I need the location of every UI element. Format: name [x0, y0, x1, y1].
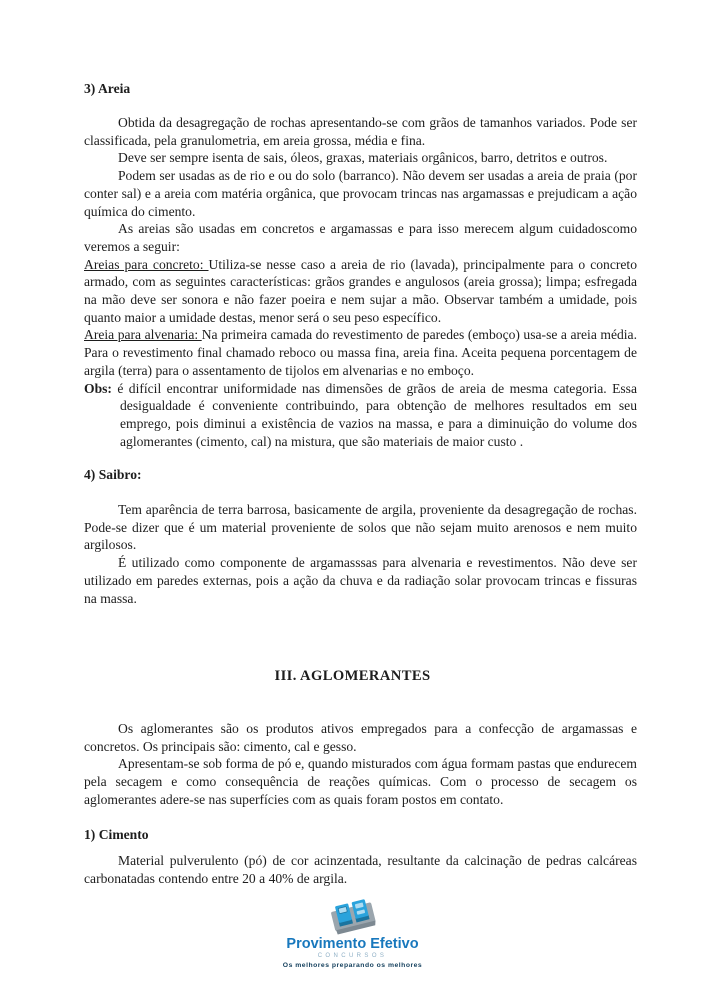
logo-subtitle: CONCURSOS	[317, 953, 388, 959]
paragraph-areia-1: Obtida da desagregação de rochas apresentando-se com grãos de tamanhos variados. Pode ser classificada, pela granulometria, em areia grossa, média e fina.	[84, 115, 637, 148]
paragraph-saibro-1: Tem aparência de terra barrosa, basicamente de argila, proveniente da desagregação de rochas. Pode-se dizer que é um material proveniente de solos que não sejam muito arenosos e nem muito argilosos.	[84, 502, 637, 553]
areia-section-body	[84, 114, 637, 450]
footer-logo	[0, 894, 705, 969]
paragraph-aglomerantes-2: Apresentam-se sob forma de pó e, quando misturados com água formam pastas que endurecem pela secagem e como consequência de reações químicas. Com o processo de secagem os aglomerantes adere-se nas superfícies com as quais foram postos em contato.	[84, 756, 637, 807]
section-heading-saibro: 4) Saibro:	[84, 467, 142, 482]
paragraph-text: é difícil encontrar uniformidade nas dimensões de grãos de areia de mesma categoria. Essa desigualdade é conveniente contribuindo, para obtenção de melhores resultados em seu emprego, pois diminui a existência de vazios na massa, e para a diminuição do volume dos aglomerantes (cimento, cal) na mistura, que são materiais de maior custo .	[117, 380, 637, 449]
aglomerantes-section-body	[84, 720, 637, 809]
logo-tagline: Os melhores preparando os melhores	[282, 962, 423, 969]
section-heading-areia: 3) Areia	[84, 81, 131, 96]
chapter-heading-aglomerantes: III. AGLOMERANTES	[274, 668, 431, 684]
paragraph-text: Na primeira camada do revestimento de paredes (emboço) usa-se a areia média. Para o revestimento final chamado reboco ou massa fina, areia fina. Aceita pequena porcentagem de argila (terra) para o assentamento de tijolos em alvenarias e no emboço.	[84, 327, 637, 378]
paragraph-areia-2: Deve ser sempre isenta de sais, óleos, graxas, materiais orgânicos, barro, detritos e outros.	[118, 150, 608, 166]
paragraph-saibro-2: É utilizado como componente de argamasssas para alvenaria e revestimentos. Não deve ser utilizado em paredes externas, pois a ação da chuva e da radiação solar provocam trincas e fissuras na massa.	[84, 555, 637, 606]
underlined-lead-alvenaria: Areia para alvenaria:	[84, 327, 202, 343]
paragraph-cimento-1: Material pulverulento (pó) de cor acinzentada, resultante da calcinação de pedras calcáreas carbonatadas contendo entre 20 a 40% de argila.	[84, 853, 637, 886]
obs-bold-lead: Obs:	[84, 380, 118, 396]
paragraph-aglomerantes-1: Os aglomerantes são os produtos ativos empregados para a confecção de argamassas e concretos. Os principais são: cimento, cal e gesso.	[84, 721, 637, 754]
paragraph-areia-4: As areias são usadas em concretos e argamassas e para isso merecem algum cuidadoscomo veremos a seguir:	[84, 221, 637, 254]
paragraph-areia-para-alvenaria	[84, 326, 637, 379]
pe-cube-icon	[326, 894, 380, 936]
saibro-section-body	[84, 501, 637, 607]
paragraph-areia-3: Podem ser usadas as de rio e ou do solo (barranco). Não devem ser usadas a areia de praia (por conter sal) e a areia com matéria orgânica, que provocam trincas nas argamassas e prejudicam a ação química do cimento.	[84, 168, 637, 219]
paragraph-areias-para-concreto	[84, 256, 637, 327]
paragraph-text: Utiliza-se nesse caso a areia de rio (lavada), principalmente para o concreto armado, com as seguintes características: grãos grandes e angulosos (areia grossa); limpa; esfregada na mão deve ser sonora e não fazer poeira e nem sujar a mão. Observar também a umidade, pois quanto maior a umidade destas, menor será o seu peso específico.	[84, 256, 637, 325]
cimento-section-body	[84, 852, 637, 887]
logo-brand-name: Provimento Efetivo	[286, 936, 419, 952]
paragraph-obs	[84, 380, 637, 451]
section-heading-cimento: 1) Cimento	[84, 827, 149, 842]
underlined-lead-concreto: Areias para concreto:	[84, 256, 209, 272]
